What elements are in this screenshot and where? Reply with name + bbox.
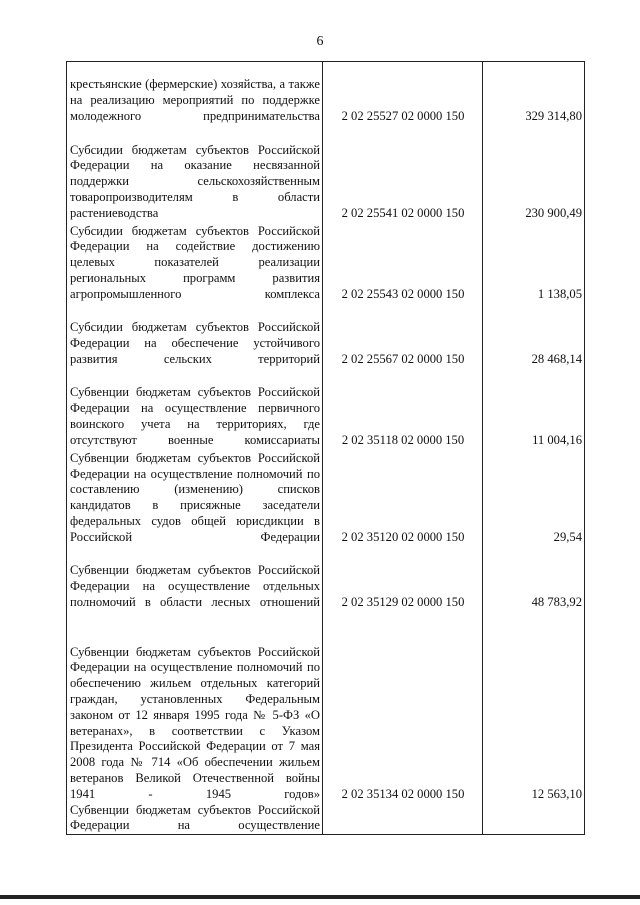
table-row <box>67 546 585 611</box>
revenue-name-cell: Субвенции бюджетам субъектов Российской Федерации на осуществление <box>67 803 323 835</box>
revenue-name-cell: Субвенции бюджетам субъектов Российской Федерации на осуществление полномочий по обеспечению жильем отдельных категорий граждан, установленных Федеральным законом от 12 января 1995 года № 5-ФЗ «О ветеранах», в соответствии с Указом Президента Российской Федерации от 7 мая 2008 года № 714 «Об обеспечении жильем ветеранов Великой Отечественной войны 1941 - 1945 годов» <box>67 611 323 803</box>
table-row <box>67 803 585 835</box>
budget-code-cell: 2 02 35118 02 0000 150 <box>323 368 483 449</box>
amount-cell: 29,54 <box>483 449 585 546</box>
amount-cell <box>483 803 585 835</box>
amount-cell: 329 314,80 <box>483 62 585 125</box>
budget-code-cell: 2 02 35129 02 0000 150 <box>323 546 483 611</box>
budget-code-cell: 2 02 35120 02 0000 150 <box>323 449 483 546</box>
table-row <box>67 368 585 449</box>
revenue-name-cell: Субсидии бюджетам субъектов Российской Федерации на обеспечение устойчивого развития сельских территорий <box>67 303 323 368</box>
revenue-name-cell: Субвенции бюджетам субъектов Российской Федерации на осуществление отдельных полномочий в области лесных отношений <box>67 546 323 611</box>
revenue-name-cell: Субсидии бюджетам субъектов Российской Федерации на оказание несвязанной поддержки сельскохозяйственным товаропроизводителям в области растениеводства <box>67 125 323 222</box>
revenue-name-cell: Субвенции бюджетам субъектов Российской Федерации на осуществление полномочий по составлению (изменению) списков кандидатов в присяжные заседатели федеральных судов общей юрисдикции в Российской Федерации <box>67 449 323 546</box>
table-row <box>67 303 585 368</box>
revenue-name-cell: Субсидии бюджетам субъектов Российской Федерации на содействие достижению целевых показателей реализации региональных программ развития агропромышленного комплекса <box>67 222 323 303</box>
bottom-scan-edge <box>0 895 640 899</box>
budget-code-cell: 2 02 25541 02 0000 150 <box>323 125 483 222</box>
budget-code-cell <box>323 803 483 835</box>
amount-cell: 28 468,14 <box>483 303 585 368</box>
table-row <box>67 62 585 125</box>
revenue-name-cell: Субвенции бюджетам субъектов Российской Федерации на осуществление первичного воинского учета на территориях, где отсутствуют военные комиссариаты <box>67 368 323 449</box>
revenue-name-cell: крестьянские (фермерские) хозяйства, а также на реализацию мероприятий по поддержке молодежного предпринимательства <box>67 62 323 125</box>
amount-cell: 1 138,05 <box>483 222 585 303</box>
table-row <box>67 125 585 222</box>
budget-code-cell: 2 02 25567 02 0000 150 <box>323 303 483 368</box>
amount-cell: 48 783,92 <box>483 546 585 611</box>
budget-revenue-table <box>66 61 585 835</box>
table-row <box>67 449 585 546</box>
budget-code-cell: 2 02 25527 02 0000 150 <box>323 62 483 125</box>
amount-cell: 11 004,16 <box>483 368 585 449</box>
amount-cell: 230 900,49 <box>483 125 585 222</box>
amount-cell: 12 563,10 <box>483 611 585 803</box>
budget-code-cell: 2 02 35134 02 0000 150 <box>323 611 483 803</box>
table-row <box>67 222 585 303</box>
budget-code-cell: 2 02 25543 02 0000 150 <box>323 222 483 303</box>
page-number: 6 <box>316 34 324 49</box>
table-row <box>67 611 585 803</box>
